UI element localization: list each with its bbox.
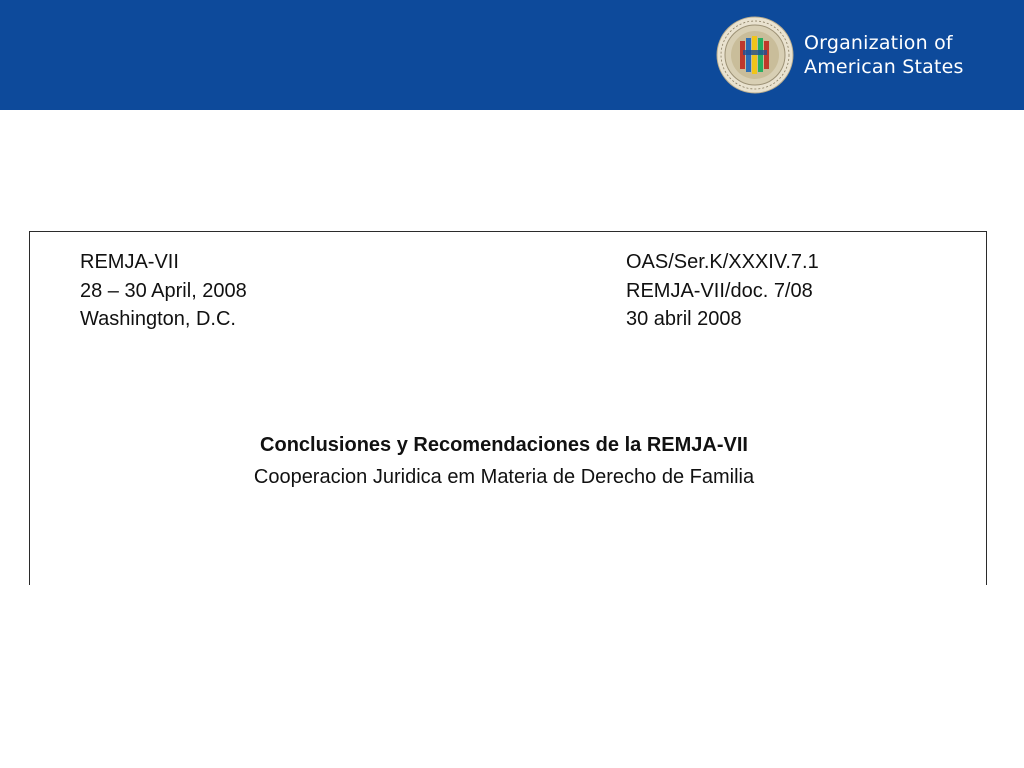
document-date: 30 abril 2008: [626, 308, 742, 330]
document-title: Conclusiones y Recomendaciones de la REMJA-VII: [260, 434, 748, 456]
meeting-info: [80, 248, 247, 334]
document-number: REMJA-VII/doc. 7/08: [626, 279, 813, 302]
header-band: [0, 0, 1024, 110]
organization-name-line2: American States: [804, 56, 964, 78]
meeting-location: Washington, D.C.: [80, 308, 236, 330]
document-series: OAS/Ser.K/XXXIV.7.1: [626, 251, 819, 273]
document-reference: [626, 248, 819, 334]
oas-seal-icon: [716, 16, 794, 94]
document-subtitle: Cooperacion Juridica em Materia de Derecho de Familia: [253, 466, 755, 488]
meeting-name: REMJA-VII: [80, 251, 179, 273]
document-title-block: [0, 429, 1024, 493]
organization-name-line1: Organization of: [804, 32, 953, 54]
meeting-dates: 28 – 30 April, 2008: [80, 279, 247, 302]
organization-name: [804, 31, 964, 79]
